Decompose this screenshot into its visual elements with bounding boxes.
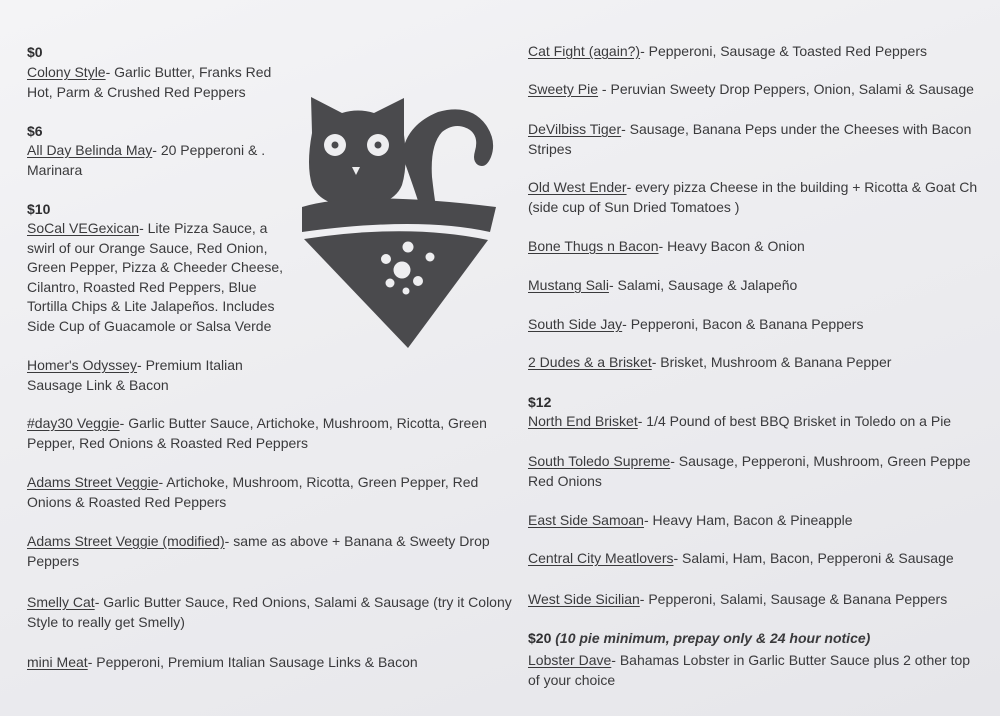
item-desc: Green Pepper, Pizza & Cheeder Cheese, (27, 259, 284, 275)
menu-item-central-city-meatlovers (528, 549, 954, 569)
item-desc: Pepper, Red Onions & Roasted Red Peppers (27, 434, 308, 451)
item-desc: Style to really get Smelly) (27, 613, 185, 630)
item-desc: - Garlic Butter, Franks Red (105, 64, 272, 80)
menu-item-east-side-samoan (528, 511, 853, 531)
item-name: Bone Thugs n Bacon (528, 238, 659, 254)
menu-item-mini-meat (27, 653, 418, 673)
item-desc: Peppers (27, 552, 80, 569)
menu-item-colony-style (27, 63, 271, 102)
menu-item-bone-thugs-n-bacon (528, 237, 805, 257)
menu-item-north-end-brisket (528, 412, 951, 432)
item-desc: of your choice (528, 671, 616, 688)
menu-item-sweety-pie (528, 80, 974, 100)
item-desc: swirl of our Orange Sauce, Red Onion, (27, 239, 268, 256)
menu-item-2-dudes-and-a-brisket (528, 353, 891, 373)
menu-item-devilbiss-tiger (528, 120, 971, 159)
menu-item-old-west-ender (528, 178, 977, 217)
item-name: Lobster Dave (528, 652, 612, 668)
item-desc: - Sausage, Pepperoni, Mushroom, Green Peppe (670, 453, 971, 469)
item-desc: - Garlic Butter Sauce, Red Onions, Salami & Sausage (try it Colony (94, 594, 512, 610)
item-desc: - Pepperoni, Bacon & Banana Peppers (622, 316, 864, 332)
item-name: South Side Jay (528, 316, 623, 332)
item-desc: Stripes (528, 140, 572, 157)
menu-item-west-side-sicilian (528, 590, 947, 610)
menu-item-south-toledo-supreme (528, 452, 971, 491)
menu-item-mustang-sali (528, 276, 797, 296)
price-value: $20 (528, 630, 552, 646)
menu-item-smelly-cat (27, 593, 512, 632)
item-name: East Side Samoan (528, 512, 644, 528)
item-desc: Hot, Parm & Crushed Red Peppers (27, 83, 246, 100)
item-name: Mustang Sali (528, 277, 609, 293)
item-desc: - Heavy Bacon & Onion (658, 238, 805, 254)
price-note: (10 pie minimum, prepay only & 24 hour notice) (551, 630, 871, 646)
menu-item-adams-street-veggie (27, 473, 478, 512)
cat-pizza-slice-icon (298, 95, 498, 350)
item-name: Sweety Pie (528, 81, 599, 97)
price-heading-10: $10 (27, 201, 51, 217)
item-name: 2 Dudes & a Brisket (528, 354, 652, 370)
item-desc: - Premium Italian (137, 357, 243, 373)
item-name: North End Brisket (528, 413, 638, 429)
item-desc: - 20 Pepperoni & . (152, 142, 266, 158)
item-name: DeVilbiss Tiger (528, 121, 622, 137)
item-desc: Sausage Link & Bacon (27, 376, 169, 393)
menu-item-all-day-belinda-may (27, 141, 265, 180)
item-desc: - Pepperoni, Premium Italian Sausage Links & Bacon (87, 654, 418, 670)
menu-item-south-side-jay (528, 315, 863, 335)
item-name: All Day Belinda May (27, 142, 153, 158)
price-heading-20 (528, 629, 870, 649)
item-name: Central City Meatlovers (528, 550, 674, 566)
item-desc: Side Cup of Guacamole or Salsa Verde (27, 317, 272, 334)
item-name: mini Meat (27, 654, 88, 670)
menu-item-socal-vegexican (27, 219, 283, 336)
item-desc: Onions & Roasted Red Peppers (27, 493, 227, 510)
item-desc: - Heavy Ham, Bacon & Pineapple (643, 512, 853, 528)
item-desc: - 1/4 Pound of best BBQ Brisket in Toledo on a Pie (637, 413, 952, 429)
item-desc: - every pizza Cheese in the building + Ricotta & Goat Ch (626, 179, 978, 195)
menu-item-homers-odyssey (27, 356, 243, 395)
item-desc: - Garlic Butter Sauce, Artichoke, Mushroom, Ricotta, Green (119, 415, 487, 431)
item-desc: Red Onions (528, 472, 602, 489)
item-desc: - Salami, Sausage & Jalapeño (608, 277, 798, 293)
menu-item-lobster-dave (528, 651, 970, 690)
item-name: Colony Style (27, 64, 106, 80)
item-desc: - Pepperoni, Salami, Sausage & Banana Peppers (639, 591, 948, 607)
menu-item-cat-fight (528, 42, 927, 62)
item-desc: Tortilla Chips & Lite Jalapeños. Includes (27, 298, 275, 314)
menu-item-day30-veggie (27, 414, 487, 453)
item-desc: - Bahamas Lobster in Garlic Butter Sauce plus 2 other top (611, 652, 971, 668)
item-name: South Toledo Supreme (528, 453, 671, 469)
item-desc: - same as above + Banana & Sweety Drop (224, 533, 490, 549)
price-heading-6: $6 (27, 123, 43, 139)
item-name: West Side Sicilian (528, 591, 640, 607)
item-name: Homer's Odyssey (27, 357, 138, 373)
item-desc: - Sausage, Banana Peps under the Cheeses with Bacon (621, 121, 972, 137)
price-heading-12: $12 (528, 394, 552, 410)
item-name: Cat Fight (again?) (528, 43, 641, 59)
item-desc: - Lite Pizza Sauce, a (139, 220, 268, 236)
item-desc: Marinara (27, 161, 83, 178)
item-name: Adams Street Veggie (modified) (27, 533, 225, 549)
item-name: #day30 Veggie (27, 415, 120, 431)
menu-item-adams-street-veggie-modified (27, 532, 490, 571)
item-name: SoCal VEGexican (27, 220, 140, 236)
item-desc: (side cup of Sun Dried Tomatoes ) (528, 198, 740, 215)
item-desc: Cilantro, Roasted Red Peppers, Blue (27, 278, 257, 295)
item-name: Old West Ender (528, 179, 627, 195)
item-name: Smelly Cat (27, 594, 95, 610)
item-desc: - Salami, Ham, Bacon, Pepperoni & Sausage (673, 550, 954, 566)
item-name: Adams Street Veggie (27, 474, 159, 490)
item-desc: - Artichoke, Mushroom, Ricotta, Green Pepper, Red (158, 474, 479, 490)
item-desc: - Peruvian Sweety Drop Peppers, Onion, Salami & Sausage (598, 81, 974, 97)
item-desc: - Pepperoni, Sausage & Toasted Red Peppers (640, 43, 927, 59)
item-desc: - Brisket, Mushroom & Banana Pepper (651, 354, 892, 370)
price-heading-0: $0 (27, 44, 43, 60)
